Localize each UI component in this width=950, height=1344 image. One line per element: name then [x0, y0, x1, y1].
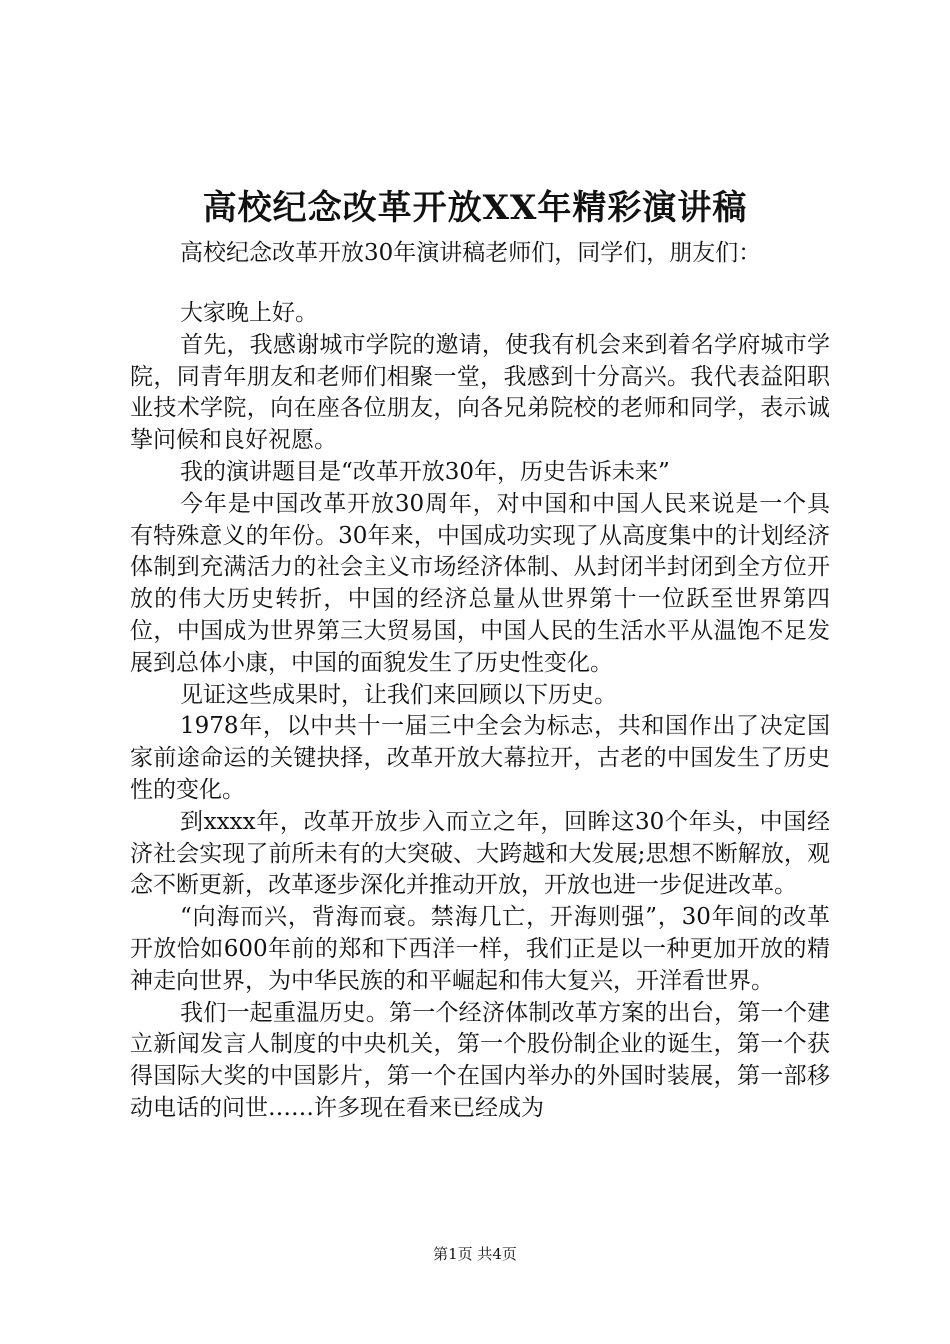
document-body — [130, 298, 830, 1125]
paragraph: 见证这些成果时，让我们来回顾以下历史。 — [180, 681, 617, 708]
paragraph: 今年是中国改革开放30周年，对中国和中国人民来说是一个具有特殊意义的年份。30年来，中国成功实现了从高度集中的计划经济体制到充满活力的社会主义市场经济体制、从封闭半封闭到全方位开放的伟大历史转折，中国的经济总量从世界第十一位跃至世界第四位，中国成为世界第三大贸易国，中国人民的生活水平从温饱不足发展到总体小康，中国的面貌发生了历史性变化。 — [130, 490, 830, 676]
paragraph: 我们一起重温历史。第一个经济体制改革方案的出台，第一个建立新闻发言人制度的中央机关，第一个股份制企业的诞生，第一个获得国际大奖的中国影片，第一个在国内举办的外国时装展，第一部移动电话的问世……许多现在看来已经成为 — [130, 999, 830, 1121]
paragraph: 我的演讲题目是“改革开放30年，历史告诉未来” — [180, 458, 670, 485]
document-title: 高校纪念改革开放XX年精彩演讲稿 — [202, 188, 748, 228]
paragraph: 首先，我感谢城市学院的邀请，使我有机会来到着名学府城市学院，同青年朋友和老师们相聚一堂，我感到十分高兴。我代表益阳职业技术学院，向在座各位朋友，向各兄弟院校的老师和同学，表示诚挚问候和良好祝愿。 — [130, 331, 830, 454]
paragraph: 到xxxx年，改革开放步入而立之年，回眸这30个年头，中国经济社会实现了前所未有的大突破、大跨越和大发展;思想不断解放，观念不断更新，改革逐步深化并推动开放，开放也进一步促进改革。 — [130, 808, 830, 899]
document-subtitle: 高校纪念改革开放30年演讲稿老师们，同学们，朋友们： — [180, 240, 762, 266]
paragraph: 1978年，以中共十一届三中全会为标志，共和国作出了决定国家前途命运的关键抉择，改革开放大幕拉开，古老的中国发生了历史性的变化。 — [130, 713, 830, 803]
page-footer: 第1页 共4页 — [433, 1245, 517, 1263]
paragraph: “向海而兴，背海而衰。禁海几亡，开海则强”，30年间的改革开放恰如600年前的郑和下西洋一样，我们正是以一种更加开放的精神走向世界，为中华民族的和平崛起和伟大复兴，开洋看世界。 — [130, 904, 830, 994]
paragraph: 大家晚上好。 — [180, 300, 318, 326]
